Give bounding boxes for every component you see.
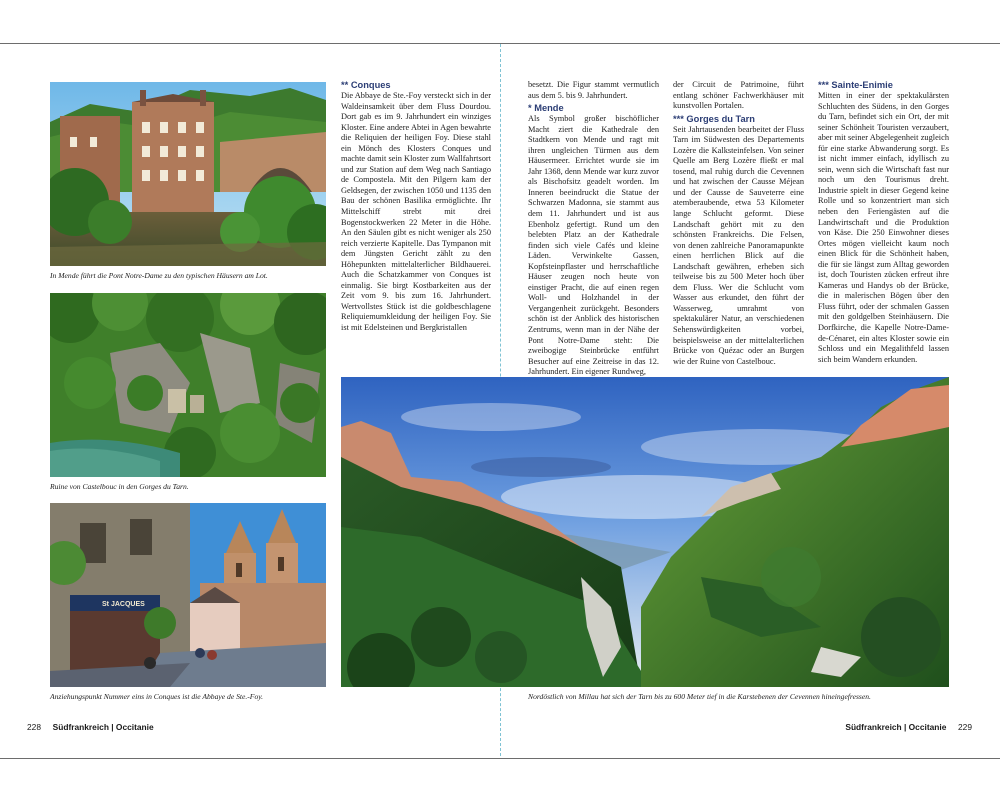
article-conques (341, 80, 491, 334)
heading-gorges-du-tarn: *** Gorges du Tarn (673, 113, 755, 124)
folio-left (27, 722, 154, 732)
text-mende-continued: der Circuit de Patrimoine, führt entlang schöner Fachwerkhäuser mit kunstvollen Portalen. (673, 80, 804, 111)
photo-gorges-du-tarn-panorama (341, 377, 949, 687)
page-number-left: 228 (27, 722, 41, 732)
photo-conques-abbey (50, 503, 326, 687)
page-number-right: 229 (958, 722, 972, 732)
text-conques: Die Abbaye de Ste.-Foy versteckt sich in der Waldeinsamkeit über dem Fluss Dourdou. Dort gab es im 9. Jahrhundert ein winziges Kloster. Eine andere Abtei in Agen bewahrte die Reliquien der heiligen Foy. Diese stahl ein Mönch des Klosters Conques und machte damit sein Kloster zum Wallfahrtsort und zur Station auf dem Weg nach Santiago de Compostela. Mit den Pilgern kam der Geldsegen, der zwischen 1050 und 1135 den Bau der schönen Basilika ermöglichte. Ihr Mittelschiff strebt mit drei Bogenstockwerken 22 Meter in die Höhe. An den Säulen gibt es nicht weniger als 250 reich verzierte Kapitelle. Das Tympanon mit dem Jüngsten Gericht zählt zu den Höhepunkten mittelalterlicher Bildhauerei. Auch die Schatzkammer von Conques ist einmalig. Sie birgt Kostbarkeiten aus der Zeit vom 9. bis zum 16. Jahrhundert. Wertvollstes Stück ist die goldbeschlagene Reliquiemumkleidung der heiligen Foy. Sie ist mit Edelsteinen und Bergkristallen (341, 91, 491, 333)
text-mende: Als Symbol großer bischöflicher Macht ziert die Kathedrale den Stadtkern von Mende und ragt mit ihren ungleichen Türmen aus dem Häusermeer. Errichtet wurde sie im Jahr 1368, denn Mende war kurz zuvor als Bischofsitz geadelt worden. Im Inneren beeindruckt die Statue der Schwarzen Madonna, sie stammt aus dem 11. Jahrhundert und ist aus Ebenholz gefertigt. Rund um den belebten Platz an der Kathedrale finden sich viele Cafés und kleine Läden. Verwinkelte Gassen, Kopfsteinpflaster und herrschaftliche Häuser zeugen noch heute von einstiger Pracht, die auf einen regen Woll- und Holzhandel in der Vergangenheit zurückgeht. Besonders schön ist der Anblick des historischen Zentrums, wenn man in der Nähe der Pont Notre-Dame steht: Die zweibogige Steinbrücke entführt Besucher auf eine Zeitreise in das 12. Jahrhundert. Ein eigener Rundweg, (528, 114, 659, 377)
photo-castelbouc-ruin (50, 293, 326, 477)
heading-mende: * Mende (528, 103, 564, 114)
text-gorges-du-tarn: Seit Jahrtausenden bearbeitet der Fluss Tarn im Südwesten des Departements Lozère die Kalksteinfelsen. Von seiner Quelle am Berg Lozère fließt er mal tosend, mal ruhig durch die Cevennen und hat zwischen der Causse Méjean und der Causse de Sauveterre eine atemberaubende, etwa 53 Kilometer lange Schlucht geformt. Diese Landschaft gehört mit zu den schönsten Frankreichs. Die Felsen, von denen zahlreiche Panoramapunkte einen herrlichen Blick auf die Landschaft gewähren, erheben sich teilweise bis zu 500 Meter hoch über dem Fluss. Wer die Schlucht vom Wasser aus erkundet, den führt der Wasserweg, umrahmt von spektakulärer Natur, an verschiedenen Sehenswürdigkeiten vorbei, beispielsweise an der mittelalterlichen Brücke von Quézac oder an Burgen wie der Ruine von Castelbouc. (673, 124, 804, 366)
section-title-left: Südfrankreich | Occitanie (52, 722, 154, 732)
text-sainte-enimie: Mitten in einer der spektakulärsten Schluchten des Südens, in den Gorges du Tarn, befindet sich ein Ort, der mit seiner Schönheit Touristen verzaubert, aber mit seiner Abgelegenheit zugleich für eine starke Abwanderung sorgt. Es ist nicht immer einfach, idyllisch zu sein, wenn sich die Wirtschaft fast nur noch um den Tourismus dreht. Industrie spielt in dieser Gegend keine Rolle und so konzentriert man sich neben den Feriengästen auf die Landwirtschaft und die Produktion von Käse. Die 250 Einwohner dieses Ortes mögen vielleicht kaum noch einen Blick für die Schönheit haben, die für sie längst zum Alltag geworden ist, doch Touristen zücken erfreut ihre Kameras und Handys ob der Brücke, die in malerischen Bögen über den Fluss führt, oder der schmalen Gassen mit den goldgelben Steinhäusern. Die Dorfkirche, die Kapelle Notre-Dame-de-Cénaret, ein altes Kloster sowie ein Schloss und ein Megalithfeld lassen sich beim Wandern erkunden. (818, 91, 949, 364)
caption-mende-bridge: In Mende führt die Pont Notre-Dame zu den typischen Häusern am Lot. (50, 271, 268, 280)
article-col-2 (673, 80, 804, 367)
article-col-1 (528, 80, 659, 378)
caption-gorges-du-tarn-panorama: Nordöstlich von Millau hat sich der Tarn bis zu 600 Meter tief in die Karstebenen der Cevennen hineingefressen. (528, 692, 871, 701)
sign-st-jacques: St JACQUES (102, 601, 145, 608)
section-title-right: Südfrankreich | Occitanie (845, 722, 947, 732)
text-conques-continued: besetzt. Die Figur stammt vermutlich aus dem 5. bis 9. Jahrhundert. (528, 80, 659, 100)
article-col-3 (818, 80, 949, 365)
photo-mende-bridge (50, 82, 326, 266)
heading-sainte-enimie: *** Sainte-Enimie (818, 80, 893, 90)
caption-conques-abbey: Anziehungspunkt Nummer eins in Conques ist die Abbaye de Ste.-Foy. (50, 692, 264, 701)
folio-right (845, 722, 972, 732)
heading-conques: ** Conques (341, 80, 391, 90)
caption-castelbouc-ruin: Ruine von Castelbouc in den Gorges du Tarn. (50, 482, 189, 491)
